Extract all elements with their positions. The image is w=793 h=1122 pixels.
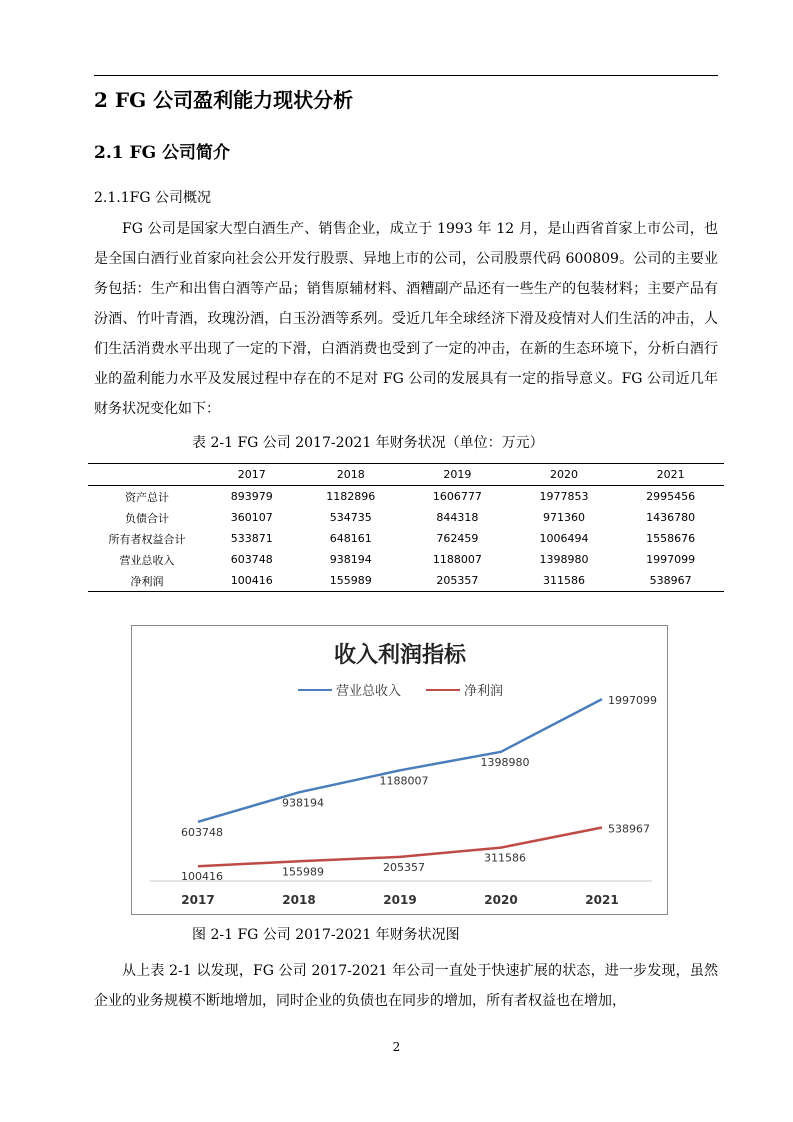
- table-cell: 1997099: [646, 553, 696, 566]
- table-cell: 534735: [329, 511, 372, 524]
- x-tick-label: 2021: [585, 893, 619, 907]
- table-row: [88, 486, 724, 508]
- data-label: 205357: [383, 860, 425, 874]
- data-label: 1398980: [480, 755, 530, 769]
- legend-label-profit: 净利润: [464, 684, 504, 699]
- financial-table: [88, 463, 724, 592]
- table-row: [88, 570, 724, 592]
- x-tick-label: 2017: [181, 893, 215, 907]
- table-cell: 844318: [436, 511, 479, 524]
- table-caption: 表 2-1 FG 公司 2017-2021 年财务状况（单位：万元）: [192, 435, 544, 451]
- series-line-revenue: [198, 699, 602, 822]
- table-row-label: 营业总收入: [119, 553, 175, 567]
- data-label: 603748: [181, 825, 223, 839]
- revenue-profit-chart: [131, 625, 668, 915]
- figure-caption: 图 2-1 FG 公司 2017-2021 年财务状况图: [192, 927, 460, 943]
- data-label: 938194: [282, 796, 324, 810]
- table-cell: 1182896: [326, 490, 376, 503]
- company-overview-paragraph: FG 公司是国家大型白酒生产、销售企业，成立于 1993 年 12 月，是山西省首家上市公司，也是全国白酒行业首家向社会公开发行股票、异地上市的公司，公司股票代码 600809。公司的主要业务包括：生产和出售白酒等产品；销售原辅材料、酒糟副产品还有一些生产的包装材料；主要产品有汾酒、竹叶青酒，玫瑰汾酒，白玉汾酒等系列。受近几年全球经济下滑及疫情对人们生活的冲击，人们生活消费水平出现了一定的下滑，白酒消费也受到了一定的冲击，在新的生态环境下，分析白酒行业的盈利能力水平及发展过程中存在的不足对 FG 公司的发展具有一定的指导意义。FG 公司近几年财务状况变化如下：: [94, 221, 718, 417]
- x-tick-label: 2020: [484, 893, 518, 907]
- table-header-cell: 2021: [656, 468, 685, 481]
- table-cell: 2995456: [646, 490, 696, 503]
- table-cell: 1558676: [646, 532, 696, 545]
- data-label: 100416: [181, 870, 223, 884]
- table-cell: 1606777: [432, 490, 482, 503]
- table-header-cell: 2018: [336, 468, 365, 481]
- table-cell: 893979: [230, 490, 273, 503]
- table-cell: 1188007: [432, 553, 482, 566]
- data-label: 1997099: [608, 694, 657, 708]
- table-header-row: [88, 464, 724, 486]
- table-cell: 971360: [543, 511, 585, 524]
- table-row: [88, 549, 724, 570]
- x-tick-label: 2019: [383, 893, 417, 907]
- table-row-label: 净利润: [130, 574, 164, 588]
- table-cell: 1977853: [539, 490, 589, 503]
- chart-canvas: [132, 626, 667, 914]
- table-cell: 155989: [329, 574, 372, 587]
- table-row-label: 负债合计: [125, 511, 169, 525]
- table-cell: 648161: [329, 532, 372, 545]
- section-heading: 2 FG 公司盈利能力现状分析: [94, 88, 354, 112]
- analysis-paragraph: 从上表 2-1 以发现，FG 公司 2017-2021 年公司一直处于快速扩展的状态，进一步发现，虽然企业的业务规模不断地增加，同时企业的负债也在同步的增加，所有者权益也在增加，: [94, 963, 718, 1009]
- table-cell: 1436780: [646, 511, 696, 524]
- table-header-cell: 2017: [237, 468, 266, 481]
- table-cell: 1006494: [539, 532, 589, 545]
- subsection-heading: 2.1 FG 公司简介: [94, 143, 230, 163]
- table-header-cell: [88, 464, 206, 486]
- header-rule: [94, 75, 718, 76]
- legend-label-revenue: 营业总收入: [336, 684, 402, 699]
- table-cell: 938194: [329, 553, 372, 566]
- table-row-label: 资产总计: [125, 490, 169, 504]
- table-cell: 538967: [649, 574, 692, 587]
- table-cell: 1398980: [539, 553, 589, 566]
- table-cell: 533871: [230, 532, 273, 545]
- table-header-cell: 2020: [550, 468, 578, 481]
- table-cell: 205357: [436, 574, 479, 587]
- subsubsection-heading: 2.1.1FG 公司概况: [94, 190, 211, 206]
- table-row: [88, 528, 724, 549]
- table-cell: 762459: [436, 532, 479, 545]
- table-cell: 311586: [543, 574, 585, 587]
- data-label: 155989: [282, 865, 324, 879]
- table-cell: 360107: [230, 511, 273, 524]
- data-label: 538967: [608, 822, 650, 836]
- table-row-label: 所有者权益合计: [108, 532, 186, 546]
- chart-title: 收入利润指标: [333, 643, 467, 668]
- table-cell: 100416: [230, 574, 273, 587]
- table-header-cell: 2019: [443, 468, 472, 481]
- table-cell: 603748: [230, 553, 273, 566]
- table-row: [88, 507, 724, 528]
- x-tick-label: 2018: [282, 893, 316, 907]
- data-label: 311586: [484, 851, 526, 865]
- page-number: 2: [392, 1040, 401, 1054]
- data-label: 1188007: [379, 774, 429, 788]
